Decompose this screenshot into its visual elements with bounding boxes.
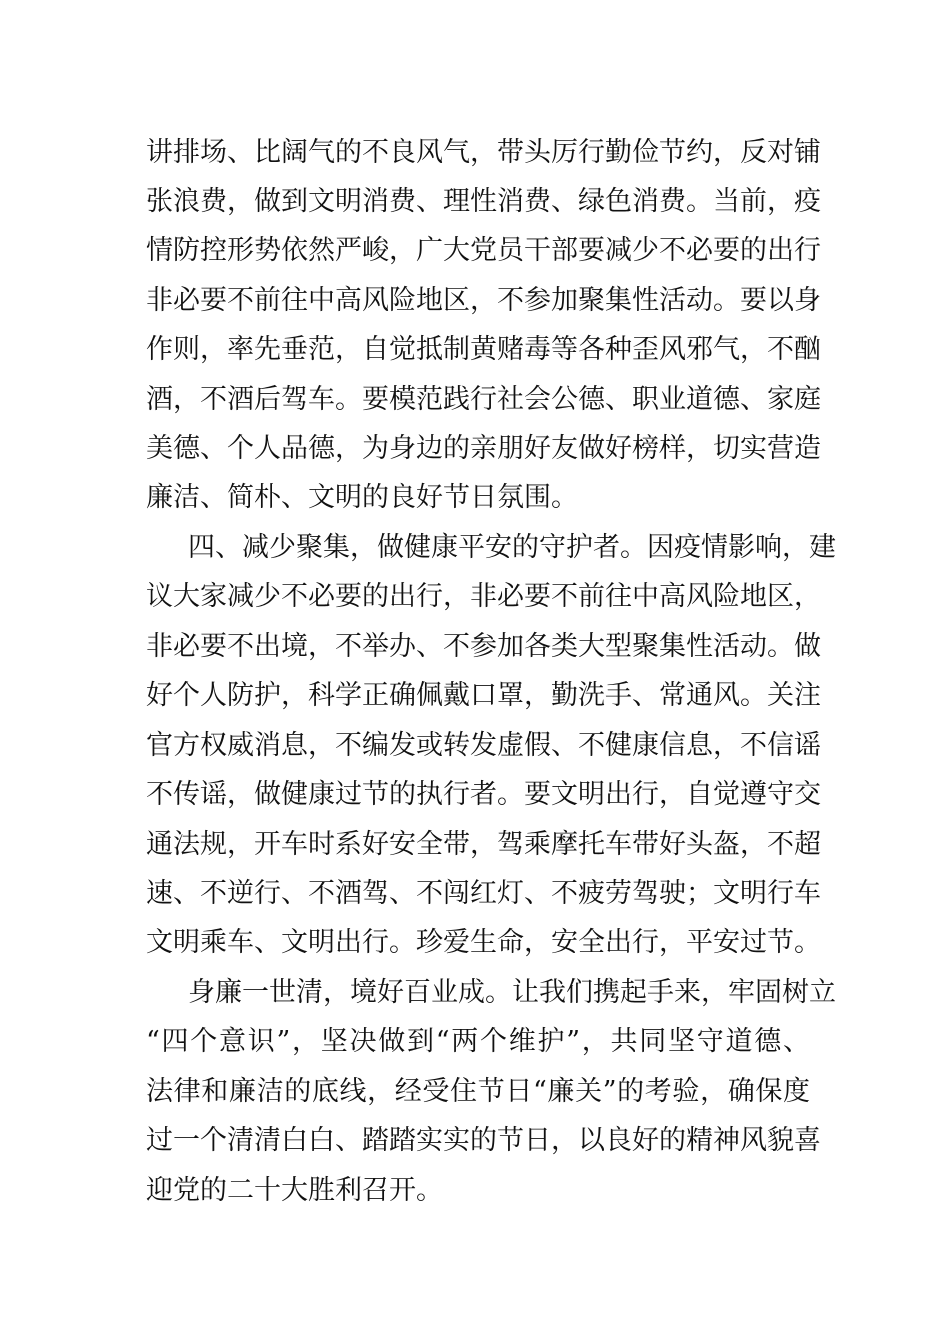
text-line: 美德、个人品德，为身边的亲朋好友做好榜样，切实营造 [146,433,821,464]
text-line: “四个意识”，坚决做到“两个维护”，共同坚守道德、 [146,1026,810,1057]
text-line: 非必要不出境，不举办、不参加各类大型聚集性活动。做 [146,631,821,662]
text-line: 好个人防护，科学正确佩戴口罩，勤洗手、常通风。关注 [146,680,821,711]
text-line: 张浪费，做到文明消费、理性消费、绿色消费。当前，疫 [146,186,821,217]
text-line: 议大家减少不必要的出行，非必要不前往中高风险地区， [146,581,821,612]
text-line: 情防控形势依然严峻，广大党员干部要减少不必要的出行 [146,235,821,266]
text-line: 非必要不前往中高风险地区，不参加聚集性活动。要以身 [146,285,821,316]
text-line: 讲排场、比阔气的不良风气，带头厉行勤俭节约，反对铺 [146,137,821,168]
text-line: 迎党的二十大胜利召开。 [146,1175,443,1206]
paragraph-first-line: 身廉一世清，境好百业成。让我们携起手来，牢固树立 [188,977,836,1008]
text-line: 官方权威消息，不编发或转发虚假、不健康信息，不信谣 [146,730,821,761]
text-line: 速、不逆行、不酒驾、不闯红灯、不疲劳驾驶；文明行车 [146,878,821,909]
text-line: 不传谣，做健康过节的执行者。要文明出行，自觉遵守交 [146,779,821,810]
text-line: 法律和廉洁的底线，经受住节日“廉关”的考验，确保度 [146,1076,810,1107]
text-line: 通法规，开车时系好安全带，驾乘摩托车带好头盔，不超 [146,829,821,860]
text-line: 廉洁、简朴、文明的良好节日氛围。 [146,482,578,513]
text-line: 文明乘车、文明出行。珍爱生命，安全出行，平安过节。 [146,927,821,958]
paragraph-heading-line: 四、减少聚集，做健康平安的守护者。因疫情影响，建 [188,532,836,563]
text-line: 作则，率先垂范，自觉抵制黄赌毒等各种歪风邪气，不酗 [146,334,821,365]
text-line: 过一个清清白白、踏踏实实的节日，以良好的精神风貌喜 [146,1125,821,1156]
text-line: 酒，不酒后驾车。要模范践行社会公德、职业道德、家庭 [146,384,821,415]
